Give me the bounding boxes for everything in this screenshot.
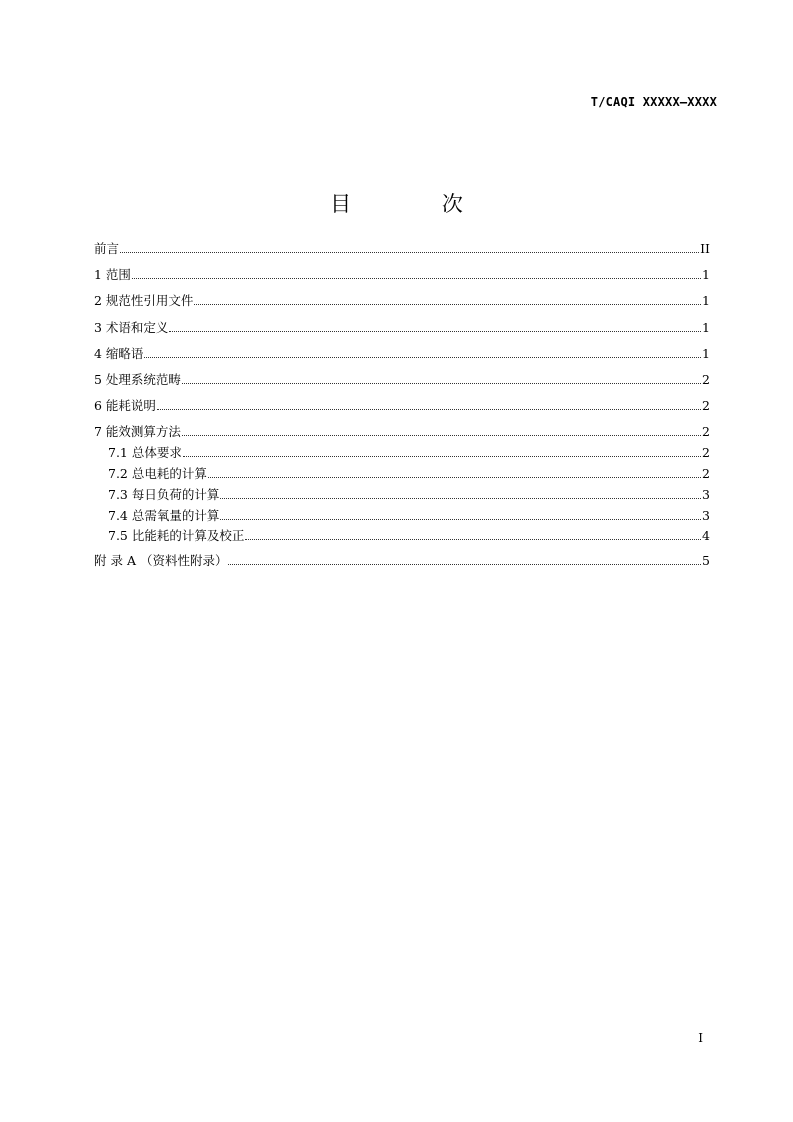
- toc-entry-label: 7 能效测算方法: [94, 424, 181, 440]
- toc-leader-dots: [220, 518, 701, 520]
- toc-entry-label: 7.5 比能耗的计算及校正: [108, 528, 245, 544]
- toc-leader-dots: [120, 251, 699, 253]
- toc-entry-terms-definitions[interactable]: [94, 309, 710, 335]
- toc-entry-page: II: [700, 241, 710, 256]
- toc-subentry-daily-load[interactable]: [94, 482, 710, 503]
- toc-entry-foreword[interactable]: [94, 238, 710, 257]
- toc-entry-page: 2: [702, 424, 710, 440]
- toc-entry-scope[interactable]: [94, 257, 710, 283]
- toc-leader-dots: [169, 330, 701, 332]
- toc-entry-page: 2: [702, 445, 710, 461]
- page-number: I: [698, 1031, 703, 1045]
- toc-entry-page: 1: [702, 293, 710, 309]
- toc-entry-page: 1: [702, 267, 710, 283]
- toc-leader-dots: [182, 434, 701, 436]
- toc-leader-dots: [194, 303, 701, 305]
- toc-leader-dots: [220, 497, 701, 499]
- toc-leader-dots: [132, 277, 701, 279]
- toc-entry-label: 3 术语和定义: [94, 319, 169, 335]
- toc-entry-label: 7.1 总体要求: [108, 445, 182, 461]
- table-of-contents: [94, 238, 710, 569]
- toc-entry-label: 7.4 总需氧量的计算: [108, 507, 220, 523]
- toc-entry-page: 1: [702, 345, 710, 361]
- toc-entry-page: 2: [702, 465, 710, 481]
- toc-entry-label: 2 规范性引用文件: [94, 293, 194, 309]
- toc-entry-appendix-a[interactable]: [94, 544, 710, 569]
- toc-subentry-general-requirements[interactable]: [94, 440, 710, 461]
- toc-entry-label: 5 处理系统范畴: [94, 371, 181, 387]
- toc-entry-label: 附 录 A （资料性附录）: [94, 553, 228, 569]
- toc-entry-label: 7.3 每日负荷的计算: [108, 486, 220, 502]
- toc-entry-page: 2: [702, 371, 710, 387]
- toc-leader-dots: [182, 382, 701, 384]
- toc-subentry-oxygen-demand[interactable]: [94, 503, 710, 524]
- toc-entry-label: 7.2 总电耗的计算: [108, 465, 207, 481]
- toc-leader-dots: [183, 455, 701, 457]
- toc-leader-dots: [144, 356, 701, 358]
- toc-title: 目 次: [330, 192, 505, 217]
- toc-entry-energy-description[interactable]: [94, 388, 710, 414]
- toc-entry-label: 1 范围: [94, 267, 131, 283]
- toc-entry-efficiency-method[interactable]: [94, 414, 710, 440]
- toc-leader-dots: [245, 538, 701, 540]
- toc-entry-label: 4 缩略语: [94, 345, 144, 361]
- toc-entry-system-scope[interactable]: [94, 362, 710, 388]
- toc-leader-dots: [157, 408, 701, 410]
- toc-entry-page: 2: [702, 398, 710, 414]
- toc-entry-label: 6 能耗说明: [94, 398, 156, 414]
- toc-subentry-specific-energy[interactable]: [94, 524, 710, 545]
- toc-entry-page: 3: [702, 507, 710, 523]
- document-code: T/CAQI XXXXX—XXXX: [590, 95, 717, 109]
- toc-entry-abbreviations[interactable]: [94, 336, 710, 362]
- toc-entry-normative-references[interactable]: [94, 283, 710, 309]
- toc-entry-label: 前言: [94, 241, 120, 256]
- toc-entry-page: 3: [702, 486, 710, 502]
- toc-entry-page: 4: [702, 528, 710, 544]
- toc-leader-dots: [228, 563, 701, 565]
- toc-entry-page: 1: [702, 319, 710, 335]
- toc-entry-page: 5: [702, 553, 710, 569]
- toc-leader-dots: [208, 476, 701, 478]
- toc-subentry-total-power[interactable]: [94, 461, 710, 482]
